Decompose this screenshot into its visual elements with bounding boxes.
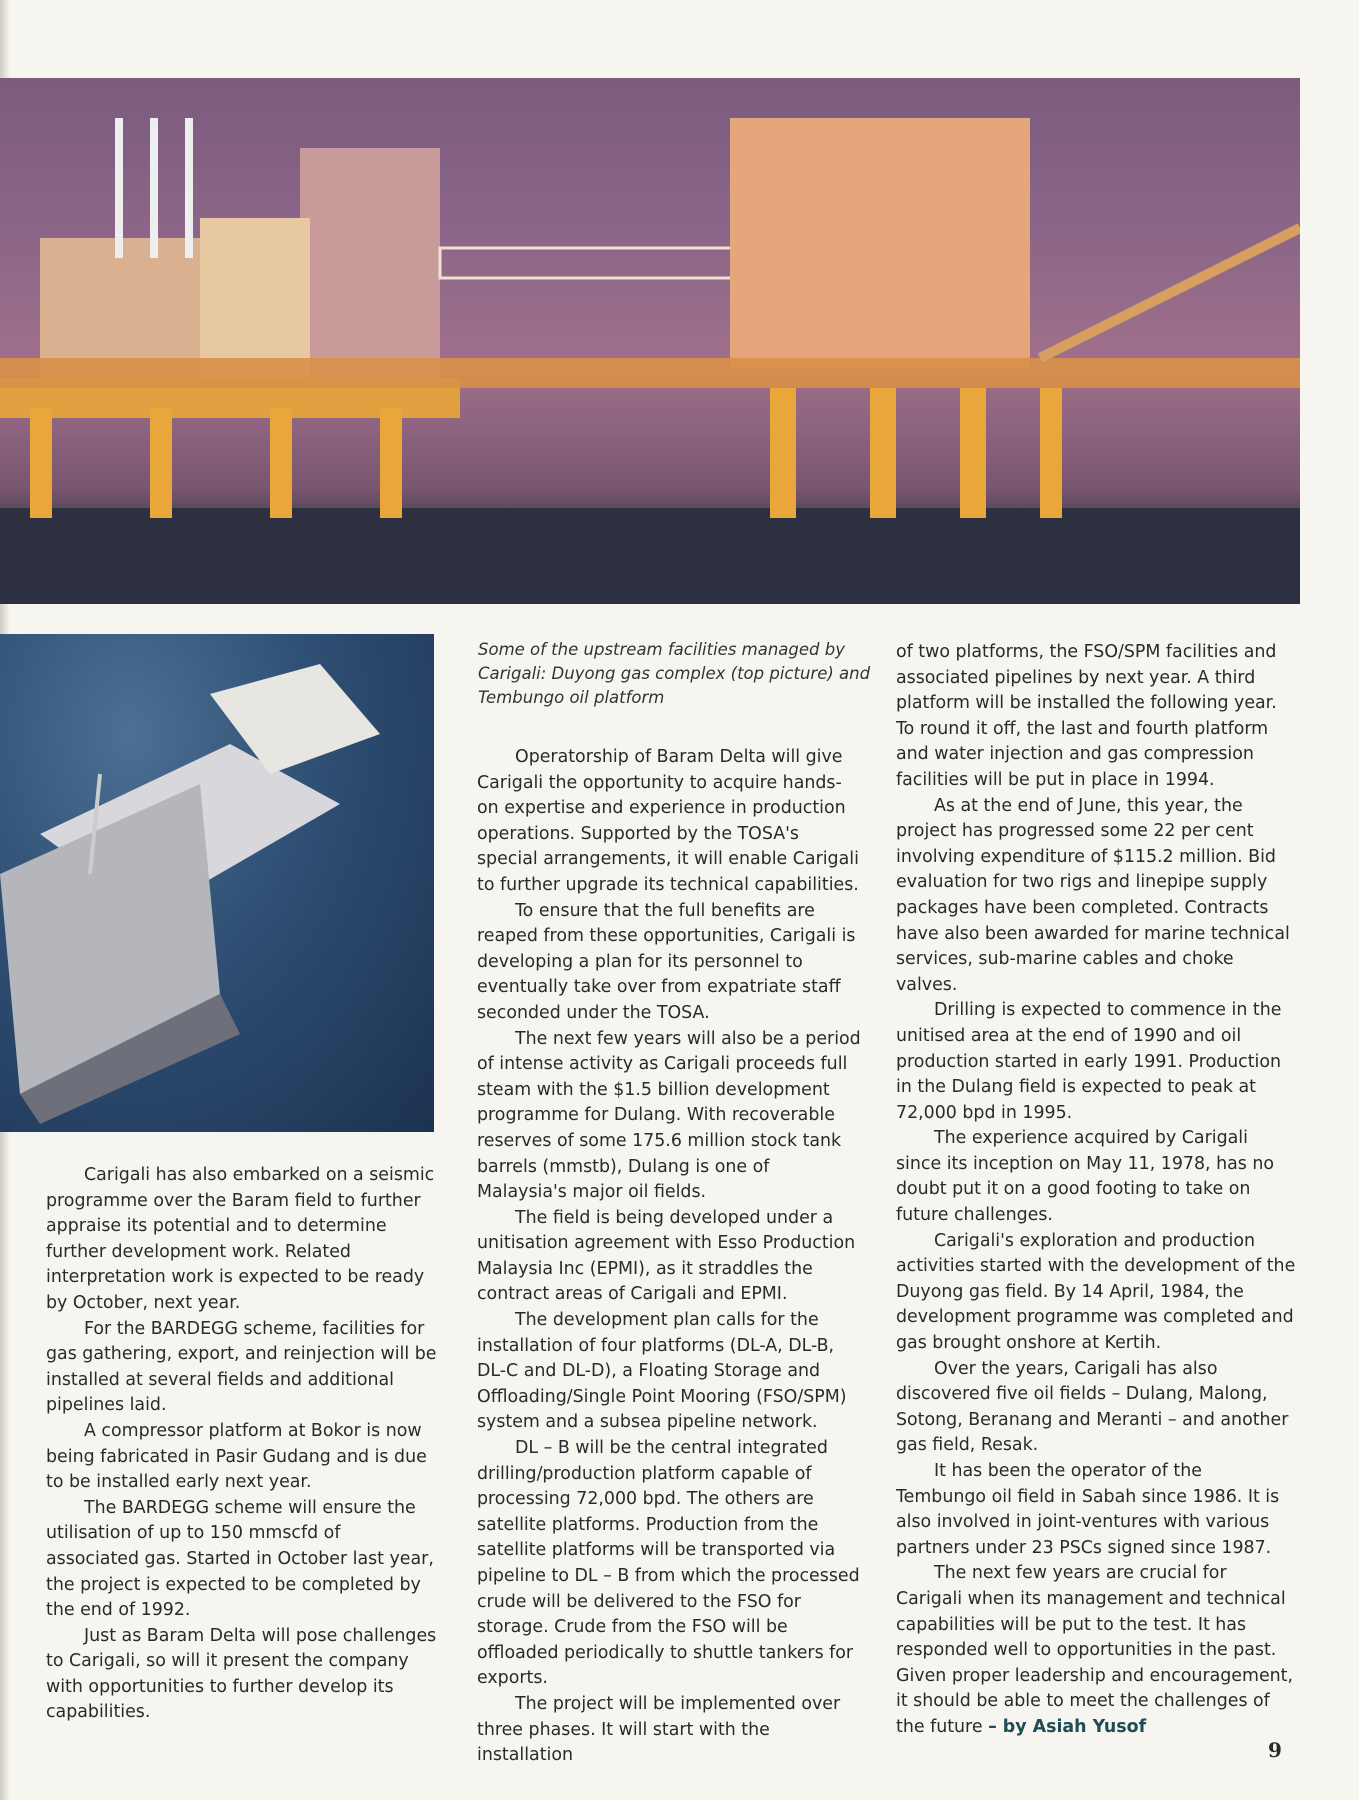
paragraph: It has been the operator of the Tembungo oil field in Sabah since 1986. It is also involved in joint-ventures with various partners under 23 PSCs signed since 1987. xyxy=(896,1461,1280,1558)
paragraph: As at the end of June, this year, the project has progressed some 22 per cent involving expenditure of $115.2 million. Bid evaluation for two rigs and linepipe supply packages have been completed. Contracts have also been awarded for marine technical services, sub-marine cables and choke valves. xyxy=(896,795,1290,995)
paragraph: Just as Baram Delta will pose challenges to Carigali, so will it present the company with opportunities to further develop its capabilities. xyxy=(46,1625,437,1723)
article-column-1 xyxy=(46,1163,438,1726)
paragraph: The BARDEGG scheme will ensure the utilisation of up to 150 mmscfd of associated gas. Started in October last year, the project is expected to be completed by the end of 1992. xyxy=(46,1497,434,1621)
article-column-3 xyxy=(896,640,1296,1741)
paragraph: The project will be implemented over three phases. It will start with the installation xyxy=(477,1693,841,1766)
paragraph-text: The next few years are crucial for Carigali when its management and technical capabilities will be put to the test. It has responded well to opportunities in the past. Given proper leadership and encouragement, it should be able to meet the challenges of the future xyxy=(896,1563,1294,1737)
paragraph: Carigali has also embarked on a seismic programme over the Baram field to further appraise its potential and to determine further development work. Related interpretation work is expected to be ready by October, next year. xyxy=(46,1165,435,1313)
page-number: 9 xyxy=(1268,1738,1282,1762)
article-column-2 xyxy=(477,745,862,1769)
photo-tembungo-oil-platform xyxy=(0,634,434,1132)
platform-illustration xyxy=(0,78,1300,604)
paragraph: Drilling is expected to commence in the unitised area at the end of 1990 and oil production started in early 1991. Production in the Dulang field is expected to peak at 72,000 bpd in 1995. xyxy=(896,1000,1282,1123)
platform-illustration xyxy=(0,634,434,1132)
paragraph: To ensure that the full benefits are reaped from these opportunities, Carigali is developing a plan for its personnel to eventually take over from expatriate staff seconded under the TOSA. xyxy=(477,900,856,1023)
paragraph: Over the years, Carigali has also discovered five oil fields – Dulang, Malong, Sotong, Beranang and Meranti – and another gas field, Resak. xyxy=(896,1358,1289,1456)
paragraph: of two platforms, the FSO/SPM facilities and associated pipelines by next year. A third platform will be installed the following year. To round it off, the last and fourth platform and water injection and gas compression facilities will be put in place in 1994. xyxy=(896,642,1277,790)
paragraph: A compressor platform at Bokor is now being fabricated in Pasir Gudang and is due to be installed early next year. xyxy=(46,1420,427,1493)
paragraph: The field is being developed under a unitisation agreement with Esso Production Malaysia Inc (EPMI), as it straddles the contract areas of Carigali and EPMI. xyxy=(477,1207,856,1305)
photo-duyong-gas-complex xyxy=(0,78,1300,604)
paragraph: DL – B will be the central integrated drilling/production platform capable of processing 72,000 bpd. The others are satellite platforms. Production from the satellite platforms will be transported via pipeline to DL – B from which the processed crude will be delivered to the FSO for storage. Crude from the FSO will be offloaded periodically to shuttle tankers for exports. xyxy=(477,1438,860,1689)
paragraph: Operatorship of Baram Delta will give Carigali the opportunity to acquire hands-on expertise and experience in production operations. Supported by the TOSA's special arrangements, it will enable Carigali to further upgrade its technical capabilities. xyxy=(477,747,859,895)
paragraph: Carigali's exploration and production activities started with the development of the Duyong gas field. By 14 April, 1984, the development programme was completed and gas brought onshore at Kertih. xyxy=(896,1230,1296,1354)
paragraph: For the BARDEGG scheme, facilities for gas gathering, export, and reinjection will be installed at several fields and additional pipelines laid. xyxy=(46,1318,437,1416)
paragraph: The experience acquired by Carigali since its inception on May 11, 1978, has no doubt put it on a good footing to take on future challenges. xyxy=(896,1128,1275,1226)
author-byline: – by Asiah Yusof xyxy=(988,1716,1147,1737)
paragraph: The development plan calls for the installation of four platforms (DL-A, DL-B, DL-C and DL-D), a Floating Storage and Offloading/Single Point Mooring (FSO/SPM) system and a subsea pipeline network. xyxy=(477,1310,847,1433)
photo-caption: Some of the upstream facilities managed by Carigali: Duyong gas complex (top picture) and Tembungo oil platform xyxy=(478,640,871,707)
paragraph: The next few years will also be a period of intense activity as Carigali proceeds full steam with the $1.5 billion development programme for Dulang. With recoverable reserves of some 175.6 million stock tank barrels (mmstb), Dulang is one of Malaysia's major oil fields. xyxy=(477,1028,861,1203)
paragraph-final xyxy=(896,1561,1296,1740)
